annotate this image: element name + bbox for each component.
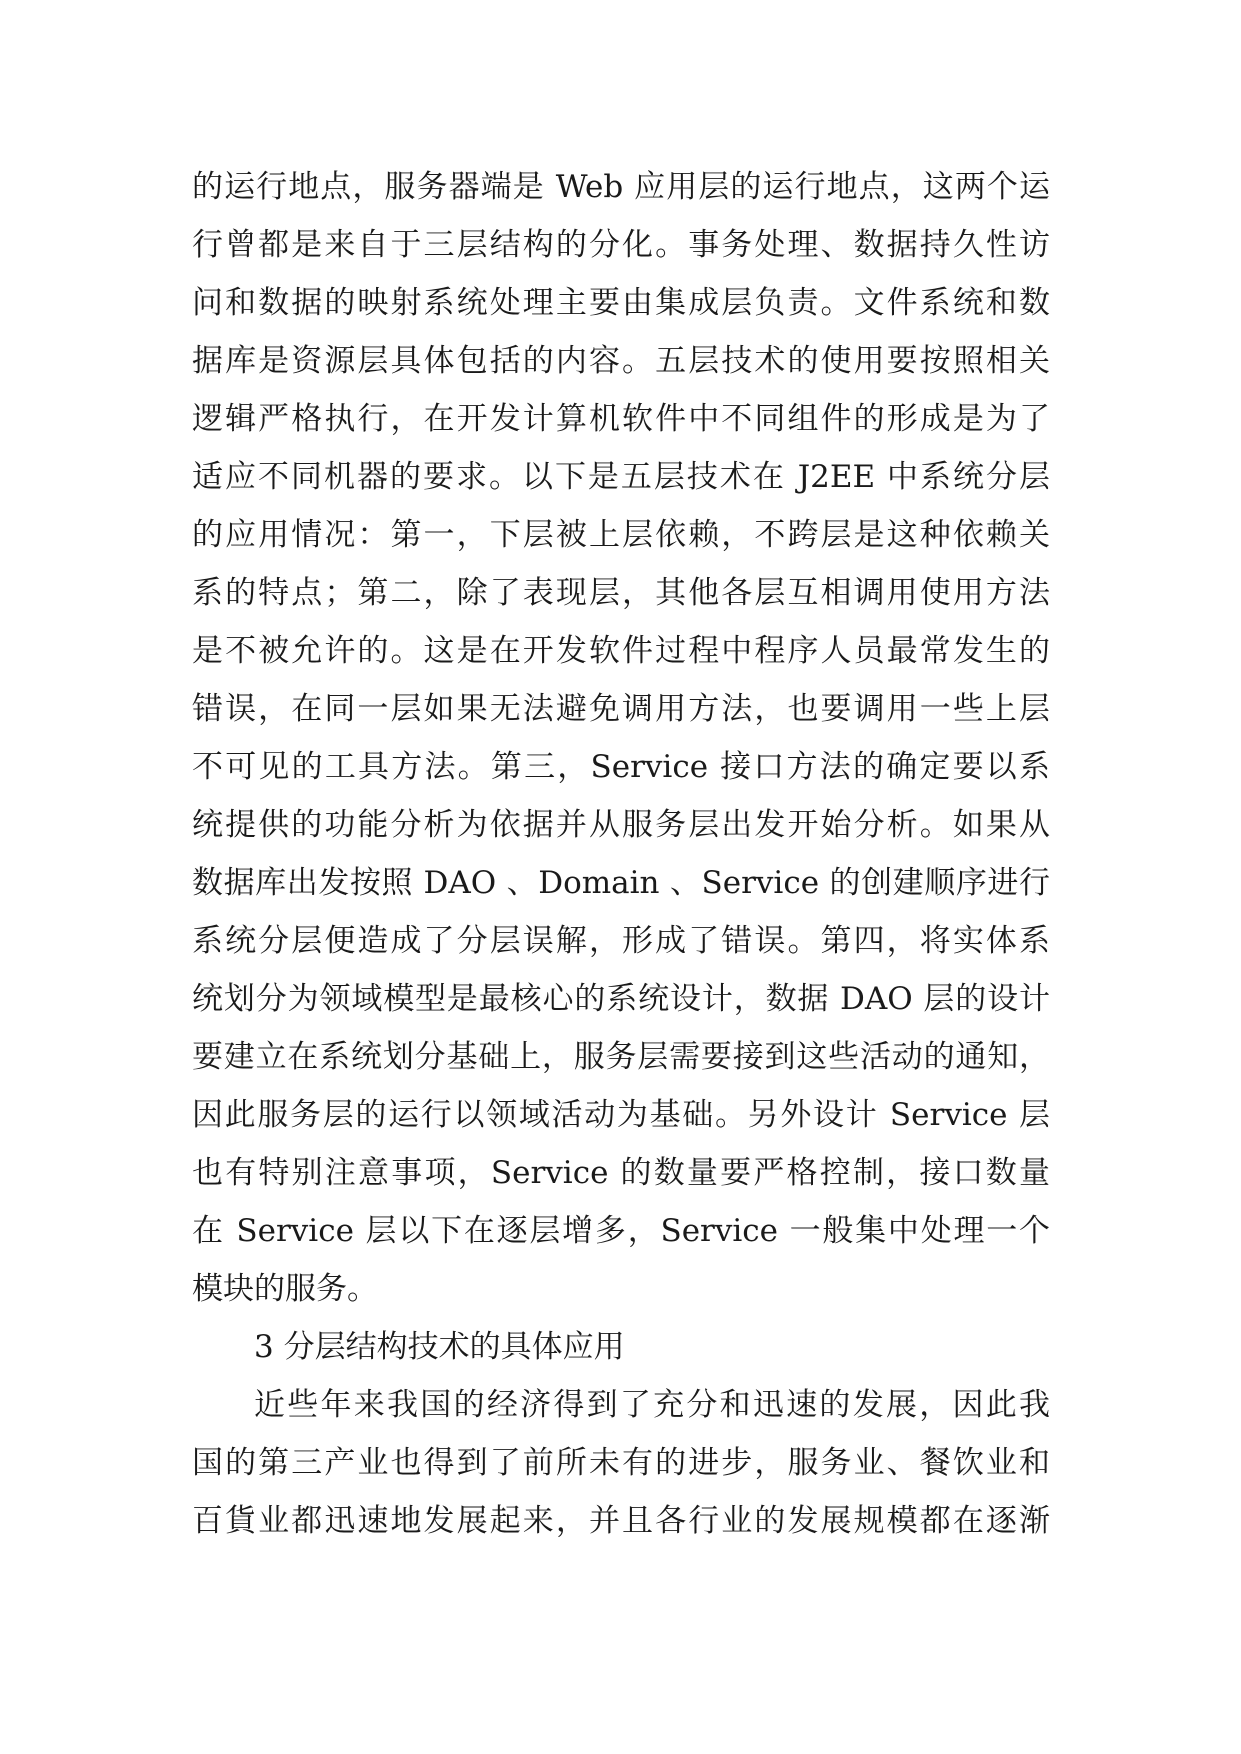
text-line: 要建立在系统划分基础上，服务层需要接到这些活动的通知， [192,1039,1050,1075]
text-line: 数据库出发按照 DAO 、Domain 、Service 的创建顺序进行 [192,865,1050,901]
text-line: 统划分为领域模型是最核心的系统设计，数据 DAO 层的设计 [192,981,1050,1017]
text-line: 行曾都是来自于三层结构的分化。事务处理、数据持久性访 [192,227,1050,263]
paragraph-1 [192,158,1050,1318]
section-heading: 3 分层结构技术的具体应用 [254,1329,625,1365]
text-line: 也有特别注意事项，Service 的数量要严格控制，接口数量 [192,1155,1050,1191]
text-line: 据库是资源层具体包括的内容。五层技术的使用要按照相关 [192,343,1050,379]
text-line: 近些年来我国的经济得到了充分和迅速的发展，因此我 [254,1387,1050,1423]
text-line: 的应用情况：第一，下层被上层依赖，不跨层是这种依赖关 [192,517,1050,553]
text-line: 是不被允许的。这是在开发软件过程中程序人员最常发生的 [192,633,1050,669]
text-line: 模块的服务。 [192,1271,378,1307]
text-line: 逻辑严格执行，在开发计算机软件中不同组件的形成是为了 [192,401,1050,437]
text-line: 在 Service 层以下在逐层增多，Service 一般集中处理一个 [192,1213,1050,1249]
body-text [192,158,1050,1550]
text-line: 因此服务层的运行以领域活动为基础。另外设计 Service 层 [192,1097,1050,1133]
text-line: 适应不同机器的要求。以下是五层技术在 J2EE 中系统分层 [192,459,1050,495]
text-line: 百貨业都迅速地发展起来，并且各行业的发展规模都在逐渐 [192,1503,1050,1539]
paragraph-2 [192,1376,1050,1550]
text-line: 系的特点；第二，除了表现层，其他各层互相调用使用方法 [192,575,1050,611]
text-line: 不可见的工具方法。第三，Service 接口方法的确定要以系 [192,749,1050,785]
text-line: 国的第三产业也得到了前所未有的进步，服务业、餐饮业和 [192,1445,1050,1481]
text-line: 的运行地点，服务器端是 Web 应用层的运行地点，这两个运 [192,169,1050,205]
text-line: 问和数据的映射系统处理主要由集成层负责。文件系统和数 [192,285,1050,321]
text-line: 统提供的功能分析为依据并从服务层出发开始分析。如果从 [192,807,1050,843]
text-line: 错误，在同一层如果无法避免调用方法，也要调用一些上层 [192,691,1050,727]
text-line: 系统分层便造成了分层误解，形成了错误。第四，将实体系 [192,923,1050,959]
